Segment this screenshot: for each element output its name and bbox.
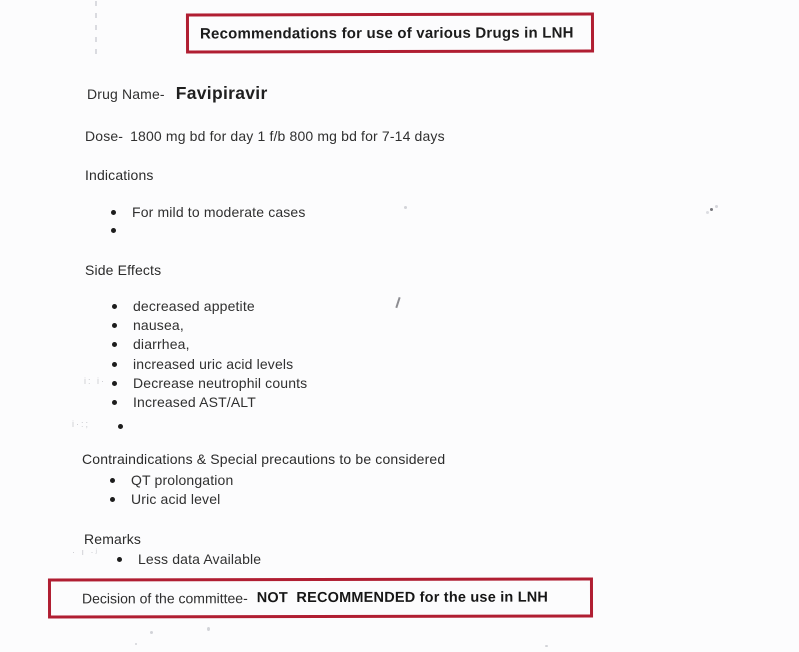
decision-value: NOT RECOMMENDED for the use in LNH — [256, 589, 549, 607]
list-item — [110, 471, 233, 489]
list-item — [112, 335, 190, 353]
scan-artifact-speck — [150, 631, 153, 634]
scan-artifact-speck — [404, 206, 407, 209]
scan-artifact-speck — [135, 643, 137, 645]
list-item — [118, 417, 139, 435]
list-item-text: nausea, — [133, 317, 184, 333]
list-item-text: For mild to moderate cases — [132, 204, 306, 220]
bullet-icon — [112, 342, 117, 347]
list-item-text: Decrease neutrophil counts — [133, 375, 308, 391]
list-item — [111, 203, 306, 221]
page-title: Recommendations for use of various Drugs in LNH — [199, 24, 574, 42]
title-box — [186, 12, 594, 53]
bullet-icon — [112, 400, 117, 405]
scan-artifact: · ı ·ʲ — [72, 547, 99, 557]
dose-label: Dose- — [85, 128, 124, 144]
bullet-icon — [117, 557, 122, 562]
bullet-icon — [112, 381, 117, 386]
list-item-text: Less data Available — [138, 551, 262, 567]
bullet-icon — [118, 424, 123, 429]
list-item — [112, 316, 184, 334]
decision-box — [48, 578, 593, 619]
bullet-icon — [112, 304, 117, 309]
bullet-icon — [112, 362, 117, 367]
scan-artifact-slash — [395, 297, 400, 308]
side-effects-heading: Side Effects — [85, 262, 162, 278]
scan-artifact-vline — [95, 1, 97, 58]
list-item — [112, 374, 307, 392]
list-item-text: decreased appetite — [133, 298, 255, 314]
list-item — [111, 221, 132, 239]
scan-artifact: i: i· — [84, 376, 106, 386]
drug-name-value: Favipiravir — [175, 83, 268, 103]
list-item — [112, 297, 255, 315]
list-item-text: diarrhea, — [133, 336, 190, 352]
scan-artifact: i·:; — [72, 419, 90, 429]
contraindications-heading: Contraindications & Special precautions to be considered — [82, 451, 446, 467]
decision-label: Decision of the committee- — [81, 590, 248, 607]
list-item — [112, 393, 256, 411]
dose-row — [85, 127, 445, 145]
list-item-text: increased uric acid levels — [133, 356, 294, 372]
list-item — [117, 550, 261, 568]
list-item-text: Increased AST/ALT — [133, 394, 256, 410]
scan-artifact-speck — [545, 645, 548, 647]
list-item — [110, 490, 220, 508]
scan-artifact-speck — [710, 208, 713, 211]
drug-name-label: Drug Name- — [87, 86, 165, 102]
bullet-icon — [110, 497, 115, 502]
bullet-icon — [110, 478, 115, 483]
bullet-icon — [112, 323, 117, 328]
drug-name-row — [87, 84, 268, 103]
list-item-text: Uric acid level — [131, 491, 221, 507]
bullet-icon — [111, 210, 116, 215]
indications-heading: Indications — [85, 167, 154, 183]
list-item — [112, 355, 293, 373]
dose-value: 1800 mg bd for day 1 f/b 800 mg bd for 7-14 days — [130, 128, 445, 144]
bullet-icon — [111, 228, 116, 233]
scan-artifact-speck — [207, 627, 210, 631]
remarks-heading: Remarks — [84, 531, 142, 547]
list-item-text: QT prolongation — [131, 472, 234, 488]
